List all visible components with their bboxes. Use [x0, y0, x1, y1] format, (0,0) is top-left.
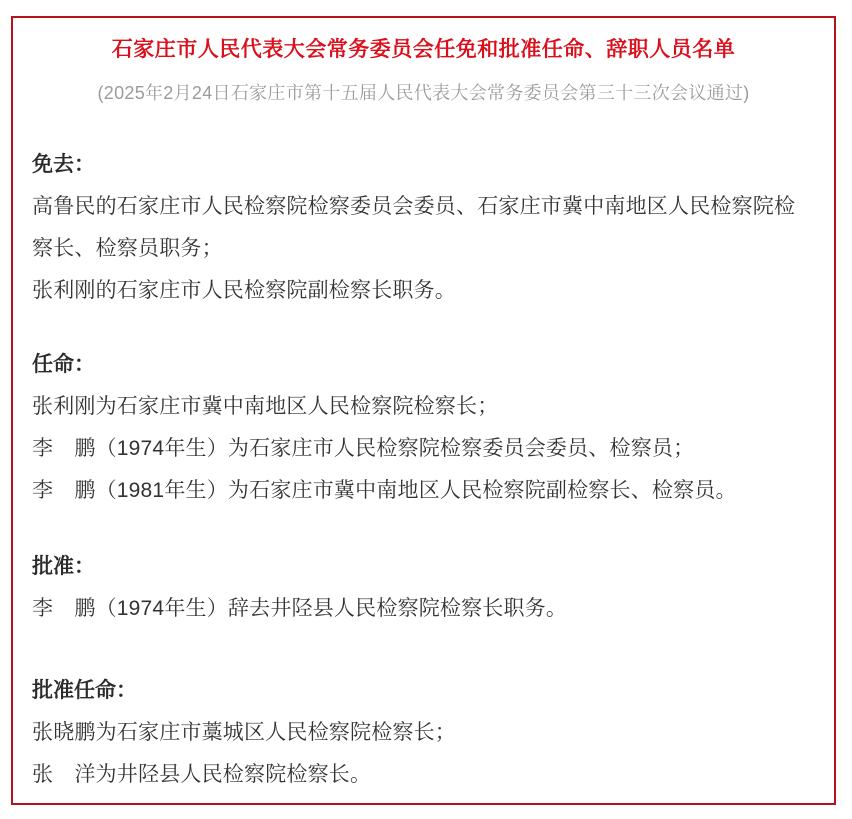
paragraph: 李 鹏（1974年生）辞去井陉县人民检察院检察长职务。 — [32, 597, 568, 620]
section-heading-approvals: 批准： — [32, 555, 95, 578]
paragraph: 张利刚为石家庄市冀中南地区人民检察院检察长； — [32, 395, 499, 418]
paragraph: 李 鹏（1974年生）为石家庄市人民检察院检察委员会委员、检察员； — [32, 437, 695, 460]
section-approved-appointments — [32, 670, 815, 796]
paragraph: 李 鹏（1981年生）为石家庄市冀中南地区人民检察院副检察长、检察员。 — [32, 479, 737, 502]
paragraph: 张 洋为井陉县人民检察院检察长。 — [32, 763, 372, 786]
section-appointments — [32, 344, 815, 512]
document-frame — [11, 16, 836, 805]
section-heading-appointments: 任命： — [32, 353, 95, 376]
section-approvals — [32, 546, 815, 630]
document-title: 石家庄市人民代表大会常务委员会任免和批准任命、辞职人员名单 — [111, 38, 736, 61]
section-heading-approved-appointments: 批准任命： — [32, 679, 137, 702]
paragraph: 张利刚的石家庄市人民检察院副检察长职务。 — [32, 279, 456, 302]
section-heading-dismissals: 免去： — [32, 153, 95, 176]
document-subtitle: (2025年2月24日石家庄市第十五届人民代表大会常务委员会第三十三次会议通过) — [97, 83, 750, 103]
paragraph: 张晓鹏为石家庄市藁城区人民检察院检察长； — [32, 721, 456, 744]
paragraph: 高鲁民的石家庄市人民检察院检察委员会委员、石家庄市冀中南地区人民检察院检察长、检察员职务； — [32, 195, 796, 260]
section-dismissals — [32, 144, 815, 312]
